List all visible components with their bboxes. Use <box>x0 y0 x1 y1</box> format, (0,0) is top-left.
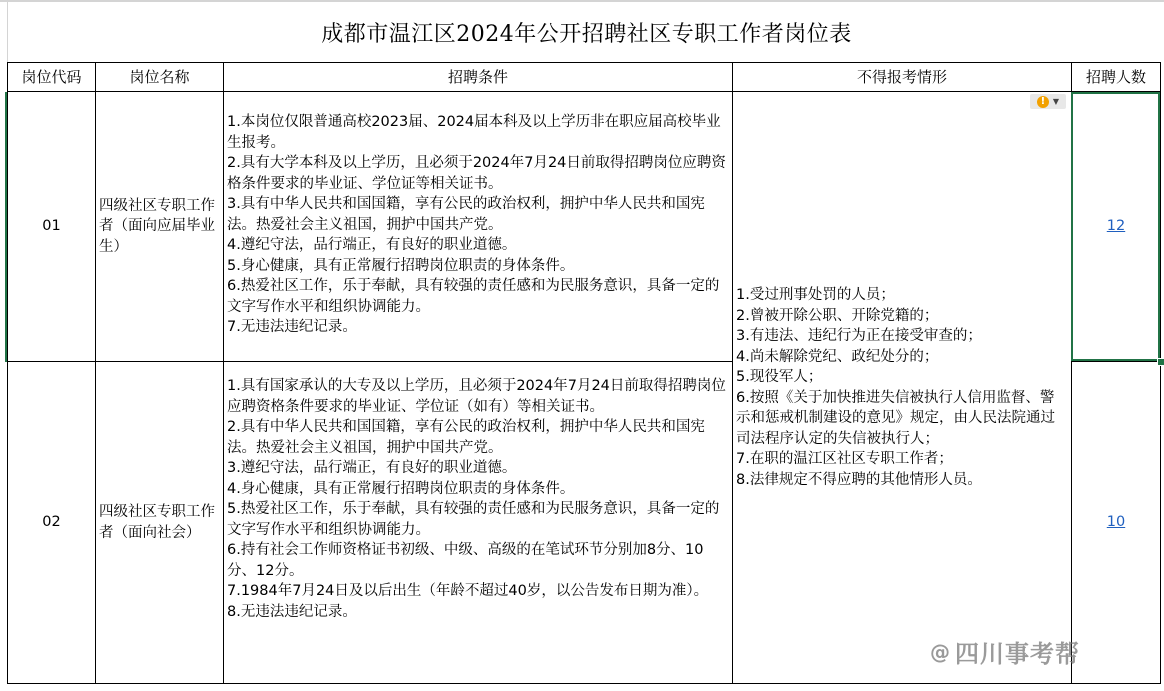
error-check-button[interactable] <box>1030 94 1066 109</box>
requirement-line: 4.身心健康，具有正常履行招聘岗位职责的身体条件。 <box>227 480 575 497</box>
warning-icon: ! <box>1037 96 1049 108</box>
requirement-line: 8.无违法违纪记录。 <box>227 603 357 620</box>
cell-requirements[interactable] <box>224 362 733 684</box>
exclusion-line: 1.受过刑事处罚的人员； <box>736 287 895 303</box>
cell-name[interactable]: 四级社区专职工作者（面向社会） <box>96 362 224 684</box>
requirement-line: 2.具有中华人民共和国国籍，享有公民的政治权利，拥护中华人民共和国宪法。热爱社会主义祖国，拥护中国共产党。 <box>227 419 705 456</box>
exclusion-line: 3.有违法、违纪行为正在接受审查的； <box>736 328 982 344</box>
chevron-down-icon: ▼ <box>1052 97 1060 106</box>
header-code[interactable]: 岗位代码 <box>8 63 96 92</box>
cell-name[interactable]: 四级社区专职工作者（面向应届毕业生） <box>96 92 224 362</box>
watermark-text: 四川事考帮 <box>955 640 1080 668</box>
requirement-line: 4.遵纪守法，品行端正，有良好的职业道德。 <box>227 237 517 253</box>
cell-exclusions[interactable] <box>733 92 1072 684</box>
requirement-line: 7.无违法违纪记录。 <box>227 319 357 335</box>
header-exclusions[interactable]: 不得报考情形 <box>733 63 1072 92</box>
position-table <box>7 62 1161 684</box>
requirement-line: 1.具有国家承认的大专及以上学历，且必须于2024年7月24日前取得招聘岗位应聘资格条件要求的毕业证、学位证（如有）等相关证书。 <box>227 378 726 415</box>
header-row <box>8 63 1161 92</box>
cell-count[interactable] <box>1072 362 1161 684</box>
header-requirements[interactable]: 招聘条件 <box>224 63 733 92</box>
requirement-line: 1.本岗位仅限普通高校2023届、2024届本科及以上学历非在职应届高校毕业生报考。 <box>227 114 721 151</box>
watermark <box>930 634 1080 669</box>
exclusion-line: 6.按照《关于加快推进失信被执行人信用监督、警示和惩戒机制建设的意见》规定，由人民法院通过司法程序认定的失信被执行人； <box>736 389 1055 447</box>
count-link[interactable]: 10 <box>1106 514 1126 531</box>
header-count[interactable]: 招聘人数 <box>1072 63 1161 92</box>
table-row <box>8 92 1161 362</box>
exclusion-line: 5.现役军人； <box>736 369 823 385</box>
page-title: 成都市温江区2024年公开招聘社区专职工作者岗位表 <box>7 2 1164 62</box>
requirement-line: 6.热爱社区工作，乐于奉献，具有较强的责任感和为民服务意识，具备一定的文字写作水平和组织协调能力。 <box>227 278 720 315</box>
requirement-line: 3.遵纪守法，品行端正，有良好的职业道德。 <box>227 460 517 476</box>
cell-count[interactable] <box>1072 92 1161 362</box>
fill-handle[interactable] <box>1157 358 1164 366</box>
header-name[interactable]: 岗位名称 <box>96 63 224 92</box>
count-link[interactable]: 12 <box>1106 218 1126 235</box>
exclusion-line: 2.曾被开除公职、开除党籍的； <box>736 307 939 324</box>
requirement-line: 2.具有大学本科及以上学历，且必须于2024年7月24日前取得招聘岗位应聘资格条件要求的毕业证、学位证等相关证书。 <box>227 155 726 192</box>
requirement-line: 5.身心健康，具有正常履行招聘岗位职责的身体条件。 <box>227 257 575 274</box>
cell-code[interactable]: 02 <box>8 362 96 684</box>
requirement-line: 3.具有中华人民共和国国籍，享有公民的政治权利，拥护中华人民共和国宪法。热爱社会主义祖国，拥护中国共产党。 <box>227 196 705 233</box>
requirement-line: 7.1984年7月24日及以后出生（年龄不超过40岁，以公告发布日期为准）。 <box>227 583 709 599</box>
requirement-line: 6.持有社会工作师资格证书初级、中级、高级的在笔试环节分别加8分、10分、12分。 <box>227 542 704 579</box>
requirement-line: 5.热爱社区工作，乐于奉献，具有较强的责任感和为民服务意识，具备一定的文字写作水平和组织协调能力。 <box>227 501 720 538</box>
exclusion-line: 8.法律规定不得应聘的其他情形人员。 <box>736 471 982 488</box>
cell-code[interactable]: 01 <box>8 92 96 362</box>
cell-requirements[interactable] <box>224 92 733 362</box>
exclusion-line: 4.尚未解除党纪、政纪处分的； <box>736 348 939 365</box>
watermark-logo-icon: @ <box>930 639 951 664</box>
exclusion-line: 7.在职的温江区社区专职工作者； <box>736 451 953 467</box>
